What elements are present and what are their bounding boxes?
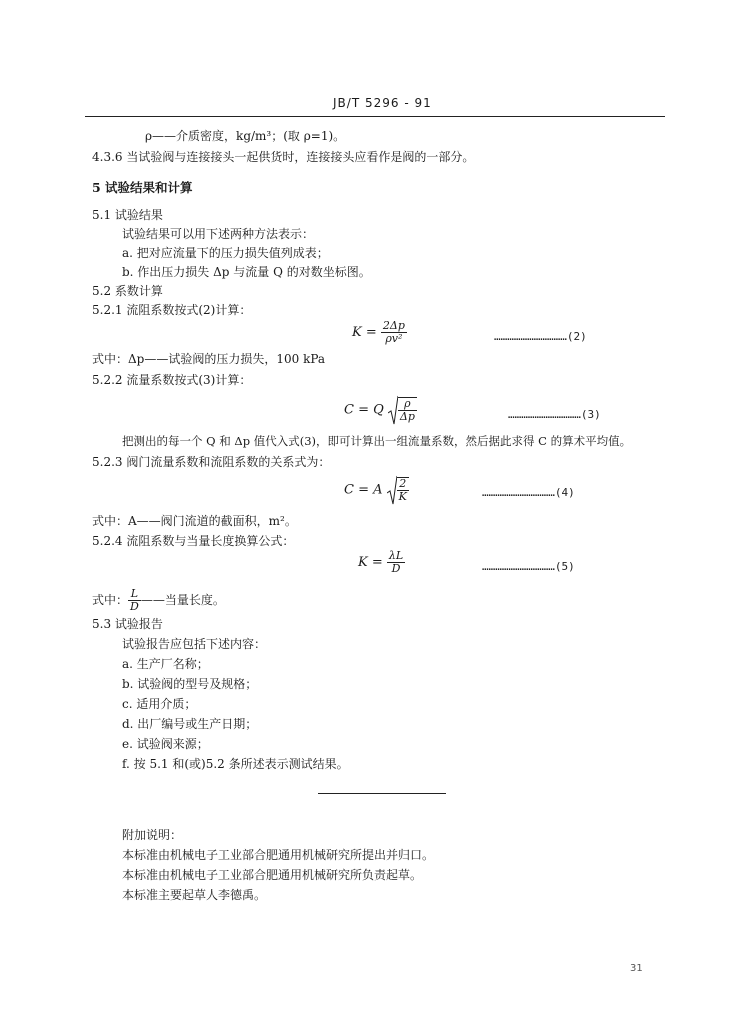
clause-5-1-intro: 试验结果可以用下述两种方法表示：: [122, 227, 315, 241]
equation-3-number: ……………………………(3): [508, 408, 601, 421]
l-over-d-numerator: L: [128, 588, 141, 601]
equation-2-lhs: K =: [352, 325, 377, 341]
equation-5-lhs: K =: [358, 555, 383, 571]
report-item-d: d. 出厂编号或生产日期；: [122, 717, 258, 731]
equation-4-denominator: K: [398, 490, 407, 503]
equation-5: [358, 550, 405, 575]
clause-5-2-2: 5.2.2 流量系数按式(3)计算：: [92, 373, 252, 387]
clause-5-2-3: 5.2.3 阀门流量系数和流阻系数的关系式为：: [92, 455, 331, 469]
clause-5-2-4: 5.2.4 流阻系数与当量长度换算公式：: [92, 534, 295, 548]
clause-5-2-4-where: [92, 588, 225, 613]
clause-5-1-item-a: a. 把对应流量下的压力损失值列成表；: [122, 246, 329, 260]
equation-2-denominator: ρv²: [385, 332, 403, 346]
report-item-a: a. 生产厂名称；: [122, 657, 209, 671]
equation-5-numerator: λL: [388, 549, 404, 562]
equation-3-numerator: ρ: [398, 398, 417, 411]
equation-3-lhs: C = Q: [344, 402, 384, 418]
clause-5-1-item-b: b. 作出压力损失 Δp 与流量 Q 的对数坐标图。: [122, 265, 371, 279]
equation-4: [344, 475, 409, 505]
end-rule: [318, 793, 446, 794]
note-line-1: 本标准由机械电子工业部合肥通用机械研究所提出并归口。: [122, 848, 435, 862]
section-5-heading: 5 试验结果和计算: [92, 180, 193, 195]
l-over-d-fraction: [128, 588, 141, 613]
equation-4-fraction: [397, 477, 409, 503]
report-item-e: e. 试验阀来源；: [122, 737, 209, 751]
equation-5-denominator: D: [391, 562, 401, 576]
report-item-c: c. 适用介质；: [122, 697, 197, 711]
equation-5-fraction: [387, 550, 405, 575]
equation-3-fraction: [398, 397, 417, 423]
clause-5-1-heading: 5.1 试验结果: [92, 208, 163, 222]
clause-5-2-1: 5.2.1 流阻系数按式(2)计算：: [92, 303, 252, 317]
clause-5-3-heading: 5.3 试验报告: [92, 617, 163, 631]
equation-4-lhs: C = A: [344, 482, 383, 498]
l-over-d-denominator: D: [130, 600, 139, 614]
equation-3-sqrt: [388, 395, 417, 425]
page-number: 31: [630, 963, 643, 974]
equation-4-numerator: 2: [397, 478, 409, 491]
note-line-3: 本标准主要起草人李德禹。: [122, 888, 267, 902]
equation-2: [352, 320, 407, 345]
equation-3-denominator: Δp: [399, 410, 415, 423]
where-prefix: 式中：: [92, 593, 129, 608]
standard-number-header: JB/T 5296 - 91: [333, 96, 432, 110]
clause-5-2-1-where: 式中：Δp——试验阀的压力损失，100 kPa: [92, 352, 326, 366]
clause-5-2-heading: 5.2 系数计算: [92, 284, 163, 298]
equation-5-number: ……………………………(5): [482, 560, 575, 573]
clause-4-3-6: 4.3.6 当试验阀与连接接头一起供货时，连接接头应看作是阀的一部分。: [92, 150, 475, 164]
equation-4-sqrt: [387, 475, 409, 505]
report-item-b: b. 试验阀的型号及规格；: [122, 677, 258, 691]
clause-5-3-intro: 试验报告应包括下述内容：: [122, 637, 267, 651]
where-suffix: ——当量长度。: [140, 593, 225, 608]
equation-2-numerator: 2Δp: [382, 319, 405, 332]
equation-4-number: ……………………………(4): [482, 486, 575, 499]
equation-2-fraction: [381, 320, 407, 345]
report-item-f: f. 按 5.1 和(或)5.2 条所述表示测试结果。: [122, 757, 349, 771]
header-rule: [85, 116, 665, 117]
equation-3: [344, 395, 417, 425]
clause-5-2-2-text: 把测出的每一个 Q 和 Δp 值代入式(3)，即可计算出一组流量系数，然后据此求得 C 的算术平均值。: [122, 434, 632, 448]
rho-definition: ρ——介质密度，kg/m³；(取 ρ=1)。: [145, 129, 346, 143]
equation-2-number: ……………………………(2): [494, 330, 587, 343]
clause-5-2-3-where: 式中：A——阀门流道的截面积，m²。: [92, 514, 297, 528]
note-title: 附加说明：: [122, 828, 183, 842]
note-line-2: 本标准由机械电子工业部合肥通用机械研究所负责起草。: [122, 868, 423, 882]
